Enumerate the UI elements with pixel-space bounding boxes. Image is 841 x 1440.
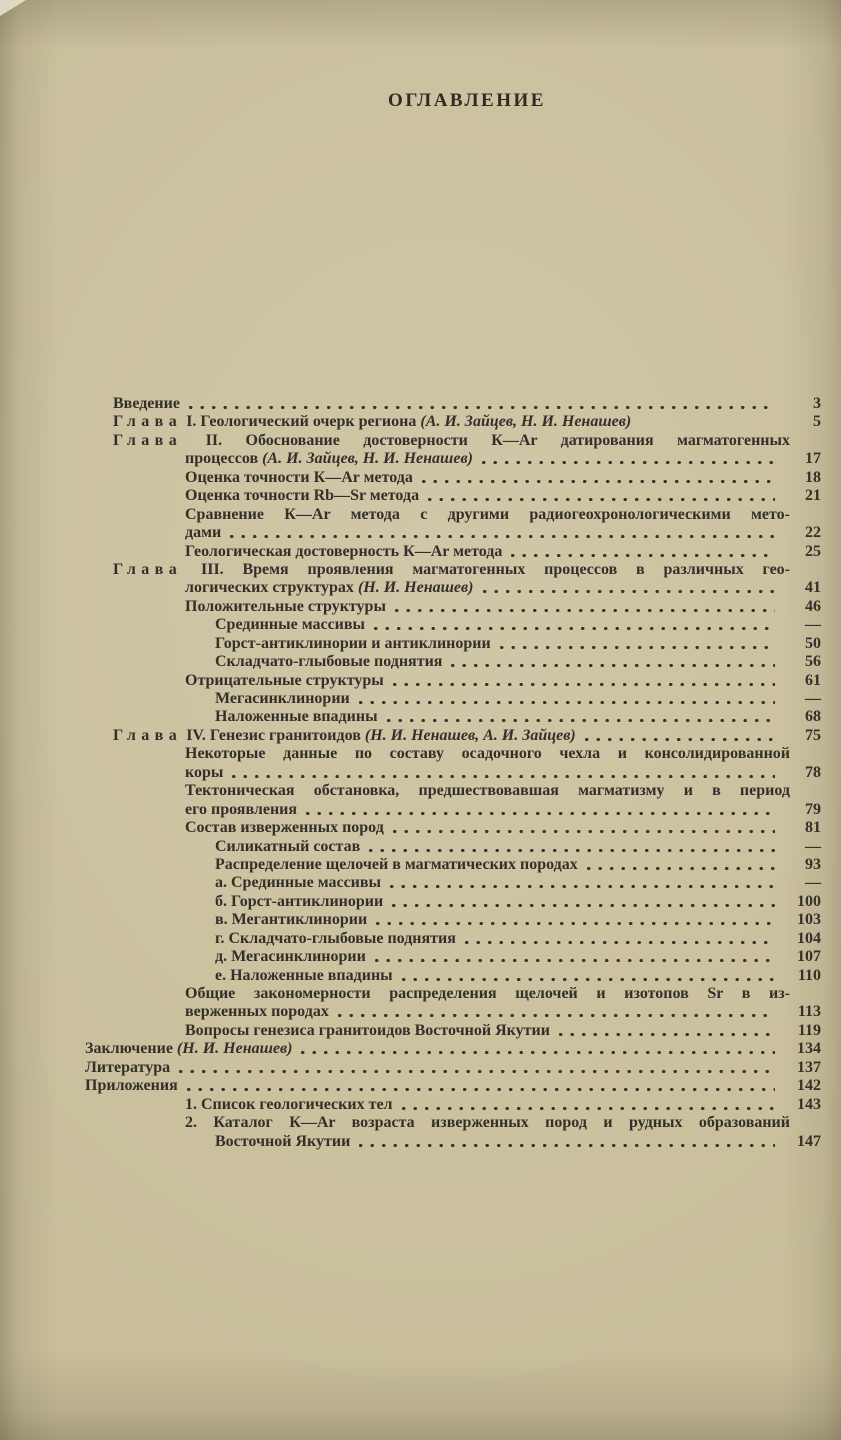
toc-line: [85, 450, 821, 468]
toc-line: [85, 838, 821, 856]
toc-line: [85, 930, 821, 948]
toc-line: [85, 745, 821, 763]
toc-entry-label: Отрицательные структуры: [185, 671, 384, 689]
toc-entry-label: Срединные массивы: [215, 616, 366, 634]
toc-entry-authors: (А. И. Зайцев, Н. И. Ненашев): [262, 450, 473, 468]
toc-entry-text: [113, 395, 180, 413]
toc-entry-text: [185, 672, 384, 690]
dot-leader: [509, 543, 775, 561]
toc-entry-label: Некоторые данные по составу осадочного чехла и консолидированной: [185, 745, 790, 763]
toc-entry-label: верженных породах: [185, 1003, 329, 1021]
toc-entry-label: Заключение: [85, 1040, 177, 1058]
toc-line: [85, 579, 821, 597]
page-number: 21: [805, 487, 821, 505]
dot-leader: [391, 672, 775, 690]
dot-leader: [583, 727, 775, 745]
toc-entry-label: 1. Список геологических тел: [185, 1095, 393, 1113]
page-number: 103: [797, 911, 821, 929]
dot-leader: [420, 469, 775, 487]
toc-line: [85, 1003, 821, 1021]
page-number: 25: [805, 542, 821, 560]
scan-corner-artifact: [0, 0, 26, 16]
toc-line: [85, 893, 821, 911]
toc-entry-text: [85, 1077, 178, 1095]
toc-line: [85, 690, 821, 708]
toc-entry-label: коры: [185, 763, 224, 781]
page-number: 137: [797, 1058, 821, 1076]
toc-line: [85, 911, 821, 929]
dot-leader: [557, 1022, 775, 1040]
toc-entry-label: I. Геологический очерк региона: [182, 413, 421, 431]
page-number: 56: [805, 653, 821, 671]
dot-leader: [463, 930, 775, 948]
toc-entry-label: а. Срединные массивы: [215, 874, 382, 892]
page-number: 41: [805, 579, 821, 597]
toc-entry-text: [215, 948, 366, 966]
toc-entry-text: [185, 450, 473, 468]
toc-entry-text: [215, 911, 367, 929]
toc-entry-label: Положительные структуры: [185, 597, 386, 615]
toc-line: [85, 432, 821, 450]
toc-line: [85, 985, 821, 1003]
toc-entry-label: 2. Каталог К—Ar возраста изверженных пород и рудных образований: [185, 1114, 790, 1132]
toc-entry-text: [113, 432, 790, 450]
page-number: 17: [805, 450, 821, 468]
toc-line: [85, 1133, 821, 1151]
page-number: 75: [805, 726, 821, 744]
page-number: 81: [805, 819, 821, 837]
page-number: 104: [797, 929, 821, 947]
toc-entry-text: [185, 1003, 329, 1021]
toc-line: [85, 487, 821, 505]
dot-leader: [372, 616, 775, 634]
toc-entry-label: е. Наложенные впадины: [215, 966, 393, 984]
toc-entry-text: [185, 801, 297, 819]
dot-leader: [426, 487, 775, 505]
toc-entry-label: Общие закономерности распределения щелочей и изотопов Sr в из-: [185, 985, 790, 1002]
toc-entry-label: Геологическая достоверность К—Ar метода: [185, 542, 503, 560]
toc-entry-label: процессов: [185, 450, 263, 468]
toc-line: [85, 801, 821, 819]
dot-leader: [336, 1003, 775, 1021]
toc-line: [85, 672, 821, 690]
toc-line: [85, 506, 821, 524]
toc-entry-label: логических структурах: [185, 579, 358, 597]
page-number: 50: [805, 634, 821, 652]
toc-entry-authors: (Н. И. Ненашев): [357, 579, 474, 597]
toc-entry-authors: (А. И. Зайцев, Н. И. Ненашев): [420, 413, 632, 431]
toc-entry-label: Глава: [113, 560, 183, 578]
toc-entry-label: Мегасинклинории: [215, 690, 350, 707]
dot-leader: [357, 690, 775, 708]
page-number: 5: [813, 413, 821, 431]
toc-line: [85, 856, 821, 874]
dot-leader: [357, 1133, 775, 1151]
dot-leader: [374, 911, 775, 929]
toc-entry-label: Оценка точности К—Ar метода: [185, 468, 413, 486]
toc-line: [85, 413, 821, 431]
toc-line: [85, 635, 821, 653]
page-number: 79: [805, 800, 821, 818]
toc-entry-label: Горст-антиклинории и антиклинории: [215, 634, 491, 652]
toc-list: [85, 395, 821, 1151]
dot-leader: [498, 635, 775, 653]
dot-leader: [390, 893, 775, 911]
toc-line: [85, 874, 821, 892]
toc-entry-label: Вопросы генезиса гранитоидов Восточной Якутии: [185, 1021, 550, 1039]
toc-line: [85, 1059, 821, 1077]
toc-entry-authors: (Н. И. Ненашев, А. И. Зайцев): [364, 726, 576, 744]
toc-entry-text: [215, 874, 381, 892]
dot-leader: [228, 524, 775, 542]
toc-line: [85, 708, 821, 726]
dot-leader: [299, 1040, 775, 1058]
toc-entry-text: [215, 930, 456, 948]
toc-entry-label: Складчато-глыбовые поднятия: [215, 653, 443, 671]
toc-line: [85, 1077, 821, 1095]
toc-line: [85, 616, 821, 634]
toc-entry-text: [185, 543, 502, 561]
dot-leader: [480, 450, 775, 468]
toc-line: [85, 727, 821, 745]
toc-line: [85, 524, 821, 542]
toc-entry-text: [185, 598, 386, 616]
toc-entry-text: [185, 506, 790, 524]
toc-entry-label: Оценка точности Rb—Sr метода: [185, 487, 420, 505]
toc-line: [85, 1040, 821, 1058]
toc-entry-label: Введение: [113, 395, 180, 412]
toc-entry-label: Восточной Якутии: [215, 1132, 351, 1150]
page-number: —: [805, 874, 821, 892]
toc-line: [85, 395, 821, 413]
toc-entry-label: Наложенные впадины: [215, 708, 378, 726]
toc-entry-label: Приложения: [85, 1077, 178, 1095]
toc-entry-text: [113, 727, 576, 745]
dot-leader: [230, 764, 775, 782]
toc-line: [85, 543, 821, 561]
page-title: ОГЛАВЛЕНИЕ: [388, 90, 546, 111]
toc-entry-text: [185, 1022, 550, 1040]
toc-entry-text: [215, 690, 350, 708]
toc-entry-label: Силикатный состав: [215, 837, 361, 855]
dot-leader: [385, 708, 775, 726]
dot-leader: [185, 1077, 775, 1095]
page-number: —: [805, 690, 821, 707]
toc-line: [85, 819, 821, 837]
dot-leader: [177, 1059, 775, 1077]
toc-line: [85, 764, 821, 782]
dot-leader: [367, 838, 775, 856]
toc-entry-label: дами: [185, 524, 222, 542]
page-number: 22: [805, 524, 821, 542]
toc-line: [85, 967, 821, 985]
toc-entry-text: [215, 856, 578, 874]
page-number: 93: [805, 855, 821, 873]
toc-entry-label: д. Мегасинклинории: [215, 948, 366, 966]
page-number: 142: [797, 1077, 821, 1095]
dot-leader: [391, 819, 775, 837]
dot-leader: [373, 948, 775, 966]
toc-entry-text: [185, 524, 221, 542]
toc-entry-label: его проявления: [185, 800, 298, 818]
toc-entry-text: [85, 1059, 170, 1077]
toc-entry-text: [185, 764, 223, 782]
toc-entry-text: [215, 708, 378, 726]
toc-entry-text: [215, 893, 383, 911]
toc-entry-label: Тектоническая обстановка, предшествовавшая магматизму и в период: [185, 782, 790, 800]
toc-entry-label: Распределение щелочей в магматических породах: [215, 855, 578, 873]
toc-entry-label: IV. Генезис гранитоидов: [182, 726, 365, 744]
dot-leader: [393, 598, 775, 616]
toc-entry-label: б. Горст-антиклинории: [215, 892, 384, 910]
dot-leader: [400, 967, 775, 985]
toc-entry-text: [185, 579, 474, 597]
toc-entry-label: III. Время проявления магматогенных процессов в различных гео-: [182, 560, 790, 578]
toc-entry-label: Состав изверженных пород: [185, 819, 384, 837]
page-number: 46: [805, 597, 821, 615]
dot-leader: [585, 856, 775, 874]
toc-entry-text: [215, 967, 393, 985]
toc-entry-text: [113, 561, 790, 579]
toc-entry-text: [185, 745, 790, 763]
toc-entry-label: в. Мегантиклинории: [215, 911, 368, 929]
toc-line: [85, 1114, 821, 1132]
toc-line: [85, 1096, 821, 1114]
toc-entry-label: Сравнение К—Ar метода с другими радиогеохронологическими мето-: [185, 505, 790, 523]
toc-entry-text: [113, 413, 631, 431]
page-number: 147: [797, 1132, 821, 1150]
toc-entry-text: [185, 1114, 790, 1132]
toc-line: [85, 1022, 821, 1040]
toc-entry-label: Литература: [85, 1058, 171, 1076]
toc-entry-text: [215, 1133, 350, 1151]
page-number: —: [805, 616, 821, 634]
toc-entry-text: [185, 469, 413, 487]
toc-line: [85, 948, 821, 966]
toc-entry-label: II. Обоснование достоверности К—Ar датирования магматогенных: [182, 431, 790, 449]
dot-leader: [449, 653, 775, 671]
page-number: 61: [805, 671, 821, 689]
page-number: 68: [805, 708, 821, 726]
page-number: 134: [797, 1040, 821, 1058]
toc-line: [85, 598, 821, 616]
page-number: 110: [797, 966, 821, 984]
page-number: 119: [797, 1021, 821, 1039]
page-number: —: [805, 837, 821, 855]
toc-entry-text: [85, 1040, 292, 1058]
toc-entry-text: [215, 635, 491, 653]
toc-entry-text: [215, 616, 365, 634]
toc-entry-label: Глава: [113, 431, 183, 449]
dot-leader: [481, 579, 776, 597]
toc-entry-text: [185, 782, 790, 800]
page-number: 18: [805, 468, 821, 486]
dot-leader: [304, 801, 775, 819]
page-number: 100: [797, 892, 821, 910]
toc-entry-text: [215, 653, 442, 671]
toc-line: [85, 782, 821, 800]
toc-entry-label: Глава: [113, 413, 183, 431]
toc-line: [85, 561, 821, 579]
dot-leader: [388, 874, 775, 892]
toc-entry-text: [215, 838, 360, 856]
dot-leader: [187, 395, 775, 413]
toc-entry-label: Глава: [113, 726, 183, 744]
toc-line: [85, 469, 821, 487]
page-number: 107: [797, 948, 821, 966]
toc-entry-text: [185, 985, 790, 1003]
toc-entry-text: [185, 819, 384, 837]
page-number: 78: [805, 763, 821, 781]
toc-entry-text: [185, 487, 419, 505]
dot-leader: [400, 1096, 775, 1114]
toc-entry-authors: (Н. И. Ненашев): [176, 1040, 293, 1058]
page-number: 3: [813, 395, 821, 412]
page-number: 143: [797, 1095, 821, 1113]
toc-line: [85, 653, 821, 671]
toc-entry-label: г. Складчато-глыбовые поднятия: [215, 929, 456, 947]
toc-entry-text: [185, 1096, 393, 1114]
page-number: 113: [797, 1003, 821, 1021]
